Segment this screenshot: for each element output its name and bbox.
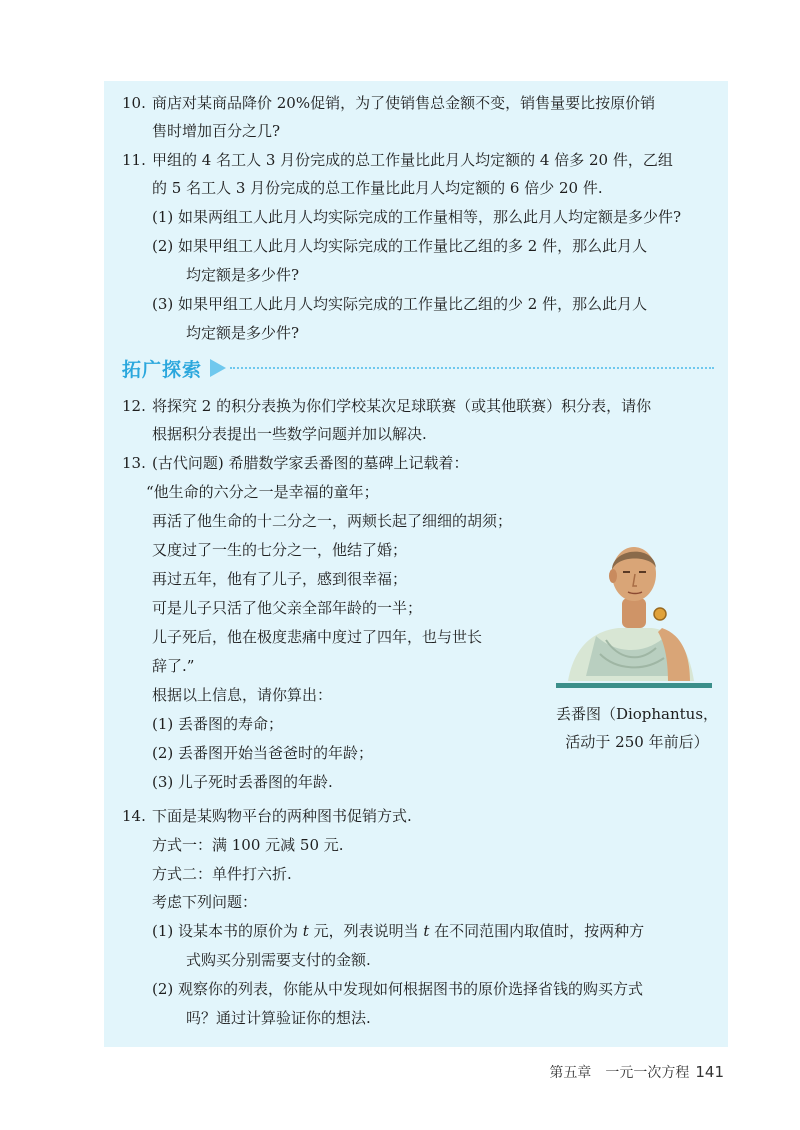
epitaph-line-6: 儿子死后，他在极度悲痛中度过了四年，也与世长 — [152, 628, 483, 646]
problem-11-sub-2b: 均定额是多少件? — [186, 266, 300, 284]
problem-10-line-2: 售时增加百分之几? — [152, 122, 281, 140]
problem-13-q2: (2) 丢番图开始当爸爸时的年龄； — [152, 744, 374, 762]
epitaph-line-2: 再活了他生命的十二分之一，两颊长起了细细的胡须； — [152, 512, 513, 530]
variable-t: t — [423, 922, 430, 940]
dotted-divider — [230, 367, 714, 369]
diophantus-portrait — [556, 536, 712, 688]
page-footer — [549, 1062, 724, 1082]
problem-11-line-1: 11. 甲组的 4 名工人 3 月份完成的总工作量比此月人均定额的 4 倍多 20 件，乙组 — [122, 151, 673, 169]
variable-t: t — [302, 922, 309, 940]
portrait-caption-line-1: 丢番图（Diophantus， — [555, 705, 719, 723]
triangle-arrow-icon — [210, 359, 226, 377]
chapter-label: 第五章 — [549, 1065, 592, 1081]
epitaph-line-3: 又度过了一生的七分之一，他结了婚； — [152, 541, 408, 559]
problem-11-sub-3b: 均定额是多少件? — [186, 324, 300, 342]
page-number: 141 — [695, 1063, 724, 1081]
problem-10-line-1: 10. 商店对某商品降价 20%促销，为了使销售总金额不变，销售量要比按原价销 — [122, 94, 656, 112]
epitaph-line-4: 再过五年，他有了儿子，感到很幸福； — [152, 570, 408, 588]
epitaph-line-1: “他生命的六分之一是幸福的童年； — [146, 483, 379, 501]
portrait-caption-line-2: 活动于 250 年前后） — [565, 733, 709, 751]
problem-11-sub-1: (1) 如果两组工人此月人均实际完成的工作量相等，那么此月人均定额是多少件? — [152, 208, 682, 226]
problem-14-sub-2b: 吗？通过计算验证你的想法. — [186, 1009, 371, 1027]
problem-12-line-1: 12. 将探究 2 的积分表换为你们学校某次足球联赛（或其他联赛）积分表，请你 — [122, 397, 652, 415]
problem-number: 11. — [122, 151, 146, 169]
problem-13-q3: (3) 儿子死时丢番图的年龄. — [152, 773, 333, 791]
problem-13-q1: (1) 丢番图的寿命； — [152, 715, 284, 733]
epitaph-line-7: 辞了.” — [152, 657, 195, 675]
problem-number: 13. — [122, 454, 146, 472]
problem-13-line-1: 13. (古代问题) 希腊数学家丢番图的墓碑上记载着： — [122, 454, 469, 472]
chapter-title: 一元一次方程 — [605, 1065, 690, 1081]
promotion-method-1: 方式一：满 100 元减 50 元. — [152, 836, 344, 854]
problem-14-consider: 考虑下列问题： — [152, 893, 258, 911]
problem-number: 12. — [122, 397, 146, 415]
problem-14-sub-2a: (2) 观察你的列表，你能从中发现如何根据图书的原价选择省钱的购买方式 — [152, 980, 644, 998]
section-title: 拓广探索 — [122, 358, 203, 381]
problem-14-sub-1b: 式购买分别需要支付的金额. — [186, 951, 371, 969]
problem-number: 14. — [122, 807, 146, 825]
section-heading — [122, 355, 714, 381]
promotion-method-2: 方式二：单件打六折. — [152, 865, 292, 883]
problem-13-ask: 根据以上信息，请你算出： — [152, 686, 333, 704]
problem-number: 10. — [122, 94, 146, 112]
problem-11-line-2: 的 5 名工人 3 月份完成的总工作量比此月人均定额的 6 倍少 20 件. — [152, 179, 603, 197]
problem-11-sub-3a: (3) 如果甲组工人此月人均实际完成的工作量比乙组的少 2 件，那么此月人 — [152, 295, 648, 313]
problem-12-line-2: 根据积分表提出一些数学问题并加以解决. — [152, 425, 427, 443]
problem-11-sub-2a: (2) 如果甲组工人此月人均实际完成的工作量比乙组的多 2 件，那么此月人 — [152, 237, 648, 255]
problem-14-line-1: 14. 下面是某购物平台的两种图书促销方式. — [122, 807, 412, 825]
problem-14-sub-1a: (1) 设某本书的原价为 t 元，列表说明当 t 在不同范围内取值时，按两种方 — [152, 922, 645, 940]
epitaph-line-5: 可是儿子只活了他父亲全部年龄的一半； — [152, 599, 423, 617]
